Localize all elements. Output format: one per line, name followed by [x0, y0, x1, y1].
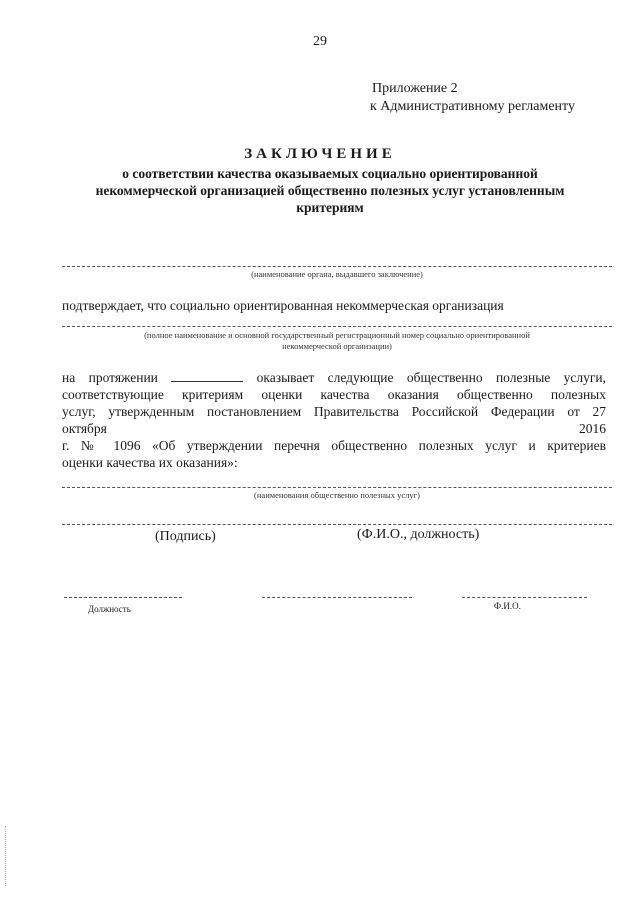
paragraph-l1-start: на протяжении	[62, 370, 158, 385]
scan-edge-mark	[5, 826, 7, 886]
services-caption: (наименования общественно полезных услуг)	[254, 490, 420, 500]
subtitle-line-2: некоммерческой организацией общественно полезных услуг установленным	[95, 183, 565, 198]
fio-line	[462, 597, 587, 598]
footer-fio-label: Ф.И.О.	[494, 601, 521, 611]
document-title: ЗАКЛЮЧЕНИЕ	[244, 146, 396, 162]
footer-position-label: Должность	[88, 604, 131, 614]
organization-caption-line-2: некоммерческой организации)	[282, 341, 392, 351]
extra-line	[62, 524, 612, 525]
paragraph-line-2: соответствующие критериям оценки качества оказания общественно полезных	[62, 387, 606, 402]
organ-name-caption: (наименование органа, выдавшего заключение)	[251, 269, 423, 279]
main-paragraph	[62, 369, 606, 471]
appendix-line-1: Приложение 2	[372, 81, 458, 96]
organ-name-line	[62, 266, 612, 267]
paragraph-line-5: г. № 1096 «Об утверждении перечня общественно полезных услуг и критериев	[62, 438, 606, 453]
document-subtitle	[60, 165, 600, 216]
signature-line	[262, 597, 412, 598]
fio-position-label: (Ф.И.О., должность)	[357, 527, 480, 542]
services-line	[62, 487, 612, 488]
paragraph-l4-right: 2016	[579, 421, 606, 436]
paragraph-line-1	[62, 369, 606, 386]
organization-name-line	[62, 326, 612, 327]
paragraph-line-3: услуг, утвержденным постановлением Правительства Российской Федерации от 27	[62, 404, 606, 419]
position-line	[64, 597, 182, 598]
signature-label: (Подпись)	[155, 529, 216, 544]
page-number: 29	[313, 34, 327, 49]
paragraph-l1-end: оказывает следующие общественно полезные услуги,	[256, 370, 607, 385]
subtitle-line-1: о соответствии качества оказываемых социально ориентированной	[122, 166, 538, 181]
paragraph-line-6: оценки качества их оказания»:	[62, 455, 238, 470]
period-blank	[171, 370, 243, 382]
paragraph-line-4	[62, 420, 606, 437]
organization-caption-line-1: (полное наименование и основной государственный регистрационный номер социально ориентированной	[144, 330, 530, 340]
paragraph-l4-left: октября	[62, 421, 107, 436]
appendix-line-2: к Административному регламенту	[370, 99, 575, 114]
organization-name-caption	[62, 330, 612, 352]
appendix-header	[372, 80, 575, 116]
confirms-text: подтверждает, что социально ориентированная некоммерческая организация	[62, 298, 504, 313]
subtitle-line-3: критериям	[296, 200, 364, 215]
